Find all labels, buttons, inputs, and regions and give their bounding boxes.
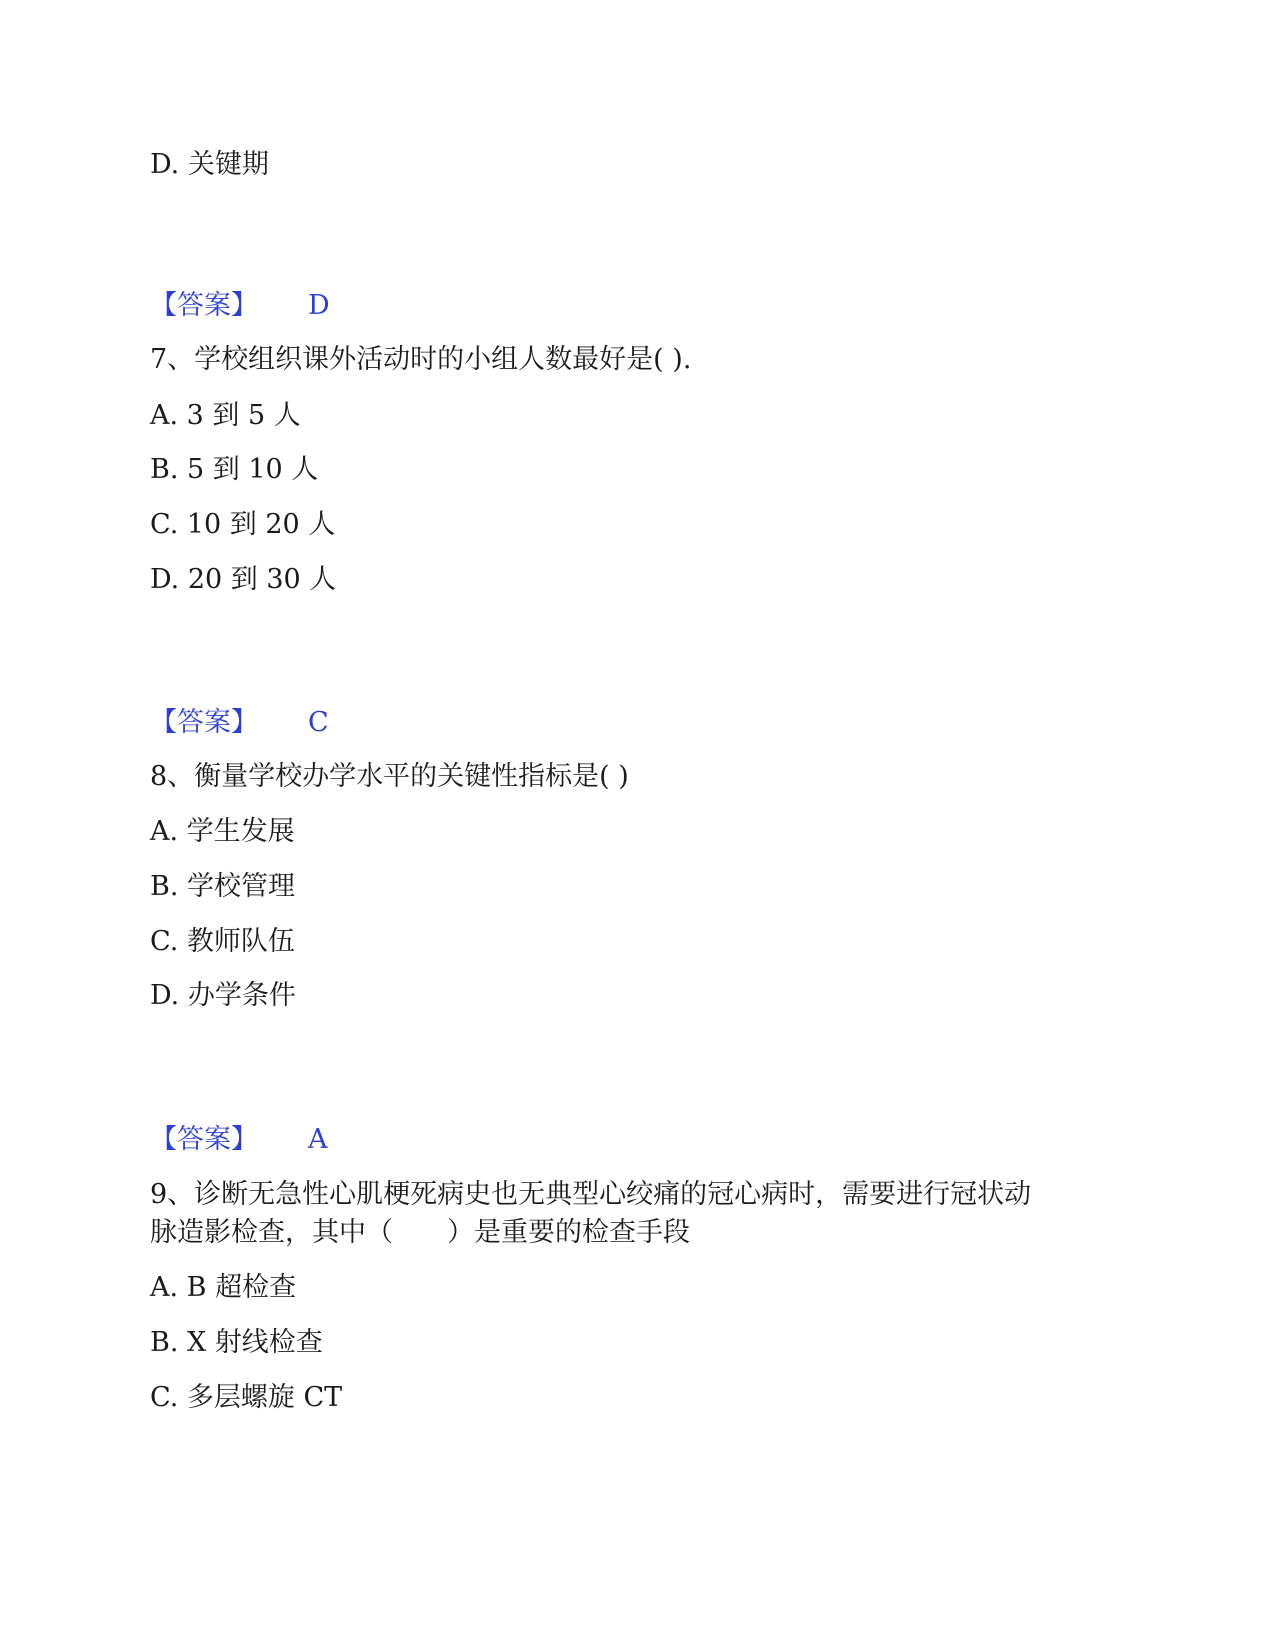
q6-option-d: D. 关键期 (150, 149, 269, 180)
q8-option-d: D. 办学条件 (150, 980, 296, 1011)
q7-option-c: C. 10 到 20 人 (150, 509, 336, 540)
answer-label: 【答案】 (150, 290, 258, 321)
q6-answer (150, 286, 330, 326)
q7-question: 7、学校组织课外活动时的小组人数最好是( ). (150, 344, 692, 375)
q7-option-d: D. 20 到 30 人 (150, 564, 337, 595)
q8-question: 8、衡量学校办学水平的关键性指标是( ) (150, 761, 629, 792)
answer-value: A (308, 1124, 328, 1155)
answer-value: C (308, 707, 329, 738)
q9-option-b: B. X 射线检查 (150, 1327, 323, 1358)
answer-label: 【答案】 (150, 1124, 258, 1155)
q9-option-a: A. B 超检查 (150, 1272, 297, 1303)
q9-option-c: C. 多层螺旋 CT (150, 1382, 343, 1413)
q8-answer (150, 1120, 328, 1160)
q8-option-b: B. 学校管理 (150, 871, 296, 902)
answer-label: 【答案】 (150, 707, 258, 738)
q8-option-c: C. 教师队伍 (150, 926, 295, 957)
q7-answer (150, 703, 329, 743)
q8-option-a: A. 学生发展 (150, 816, 295, 847)
q7-option-b: B. 5 到 10 人 (150, 454, 319, 485)
q7-option-a: A. 3 到 5 人 (150, 400, 301, 431)
q9-question-line2: 脉造影检查，其中（ ）是重要的检查手段 (150, 1217, 690, 1248)
answer-value: D (308, 290, 330, 321)
q9-question-line1: 9、诊断无急性心肌梗死病史也无典型心绞痛的冠心病时，需要进行冠状动 (150, 1179, 1032, 1210)
